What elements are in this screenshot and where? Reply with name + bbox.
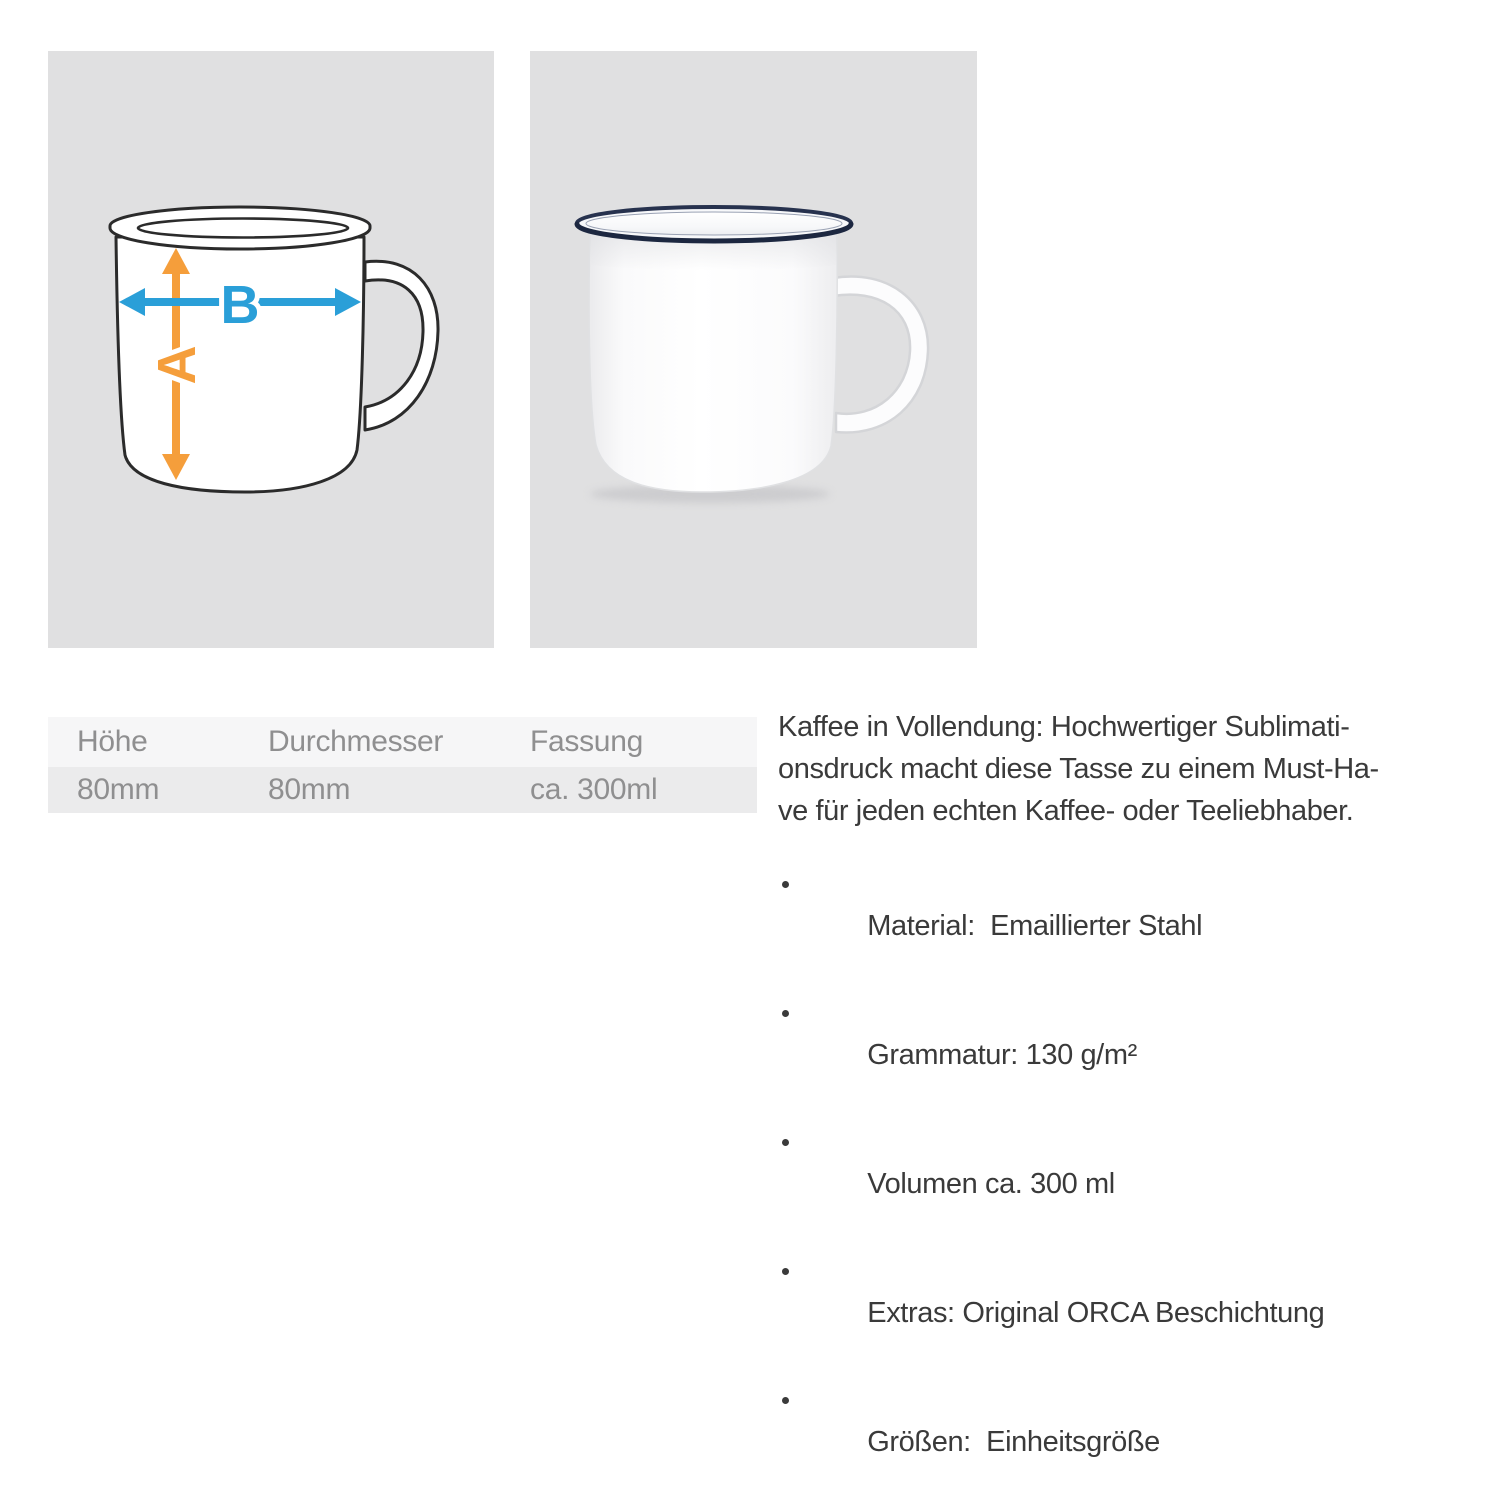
feature-text: Extras: Original ORCA Beschichtung [867,1297,1325,1329]
bullet-icon [782,1010,789,1017]
paragraph-line: onsdruck macht diese Tasse zu einem Must-Ha- [778,753,1379,785]
diagram-mug-opening [138,219,348,238]
size-table-header-row [48,717,757,767]
col-header-hoehe: Höhe [48,717,239,767]
height-label: A [147,345,207,385]
feature-item [778,1249,1488,1378]
col-header-fassung: Fassung [501,717,757,767]
feature-item [778,991,1488,1120]
bullet-icon [782,1268,789,1275]
photo-mug-handle [833,276,928,432]
feature-text: Größen: Einheitsgröße [867,1426,1160,1458]
diagram-mug-handle [365,261,438,430]
product-photo [530,51,977,648]
col-header-durchmesser: Durchmesser [239,717,501,767]
feature-item [778,1120,1488,1249]
paragraph-line: Kaffee in Vollendung: Hochwertiger Sublimati- [778,711,1350,743]
product-description [778,706,1488,1500]
photo-mug-body [589,233,837,492]
bullet-icon [782,1397,789,1404]
paragraph-line: ve für jeden echten Kaffee- oder Teeliebhaber. [778,795,1354,827]
bullet-icon [782,881,789,888]
size-diagram-panel [48,51,494,648]
cell-fassung-value: ca. 300ml [501,767,757,813]
size-table [48,717,757,813]
mug-size-diagram [48,51,494,648]
feature-text: Material: Emaillierter Stahl [867,910,1203,942]
width-label: B [220,275,260,335]
photo-mug-opening [586,212,842,235]
feature-text: Volumen ca. 300 ml [867,1168,1115,1200]
size-table-value-row [48,767,757,813]
feature-text: Grammatur: 130 g/m² [867,1039,1137,1071]
feature-item [778,862,1488,991]
cell-durchmesser-value: 80mm [239,767,501,813]
feature-list [778,862,1488,1500]
feature-item [778,1378,1488,1500]
bullet-icon [782,1139,789,1146]
cell-hoehe-value: 80mm [48,767,239,813]
description-paragraph [778,706,1488,832]
product-photo-panel [530,51,977,648]
